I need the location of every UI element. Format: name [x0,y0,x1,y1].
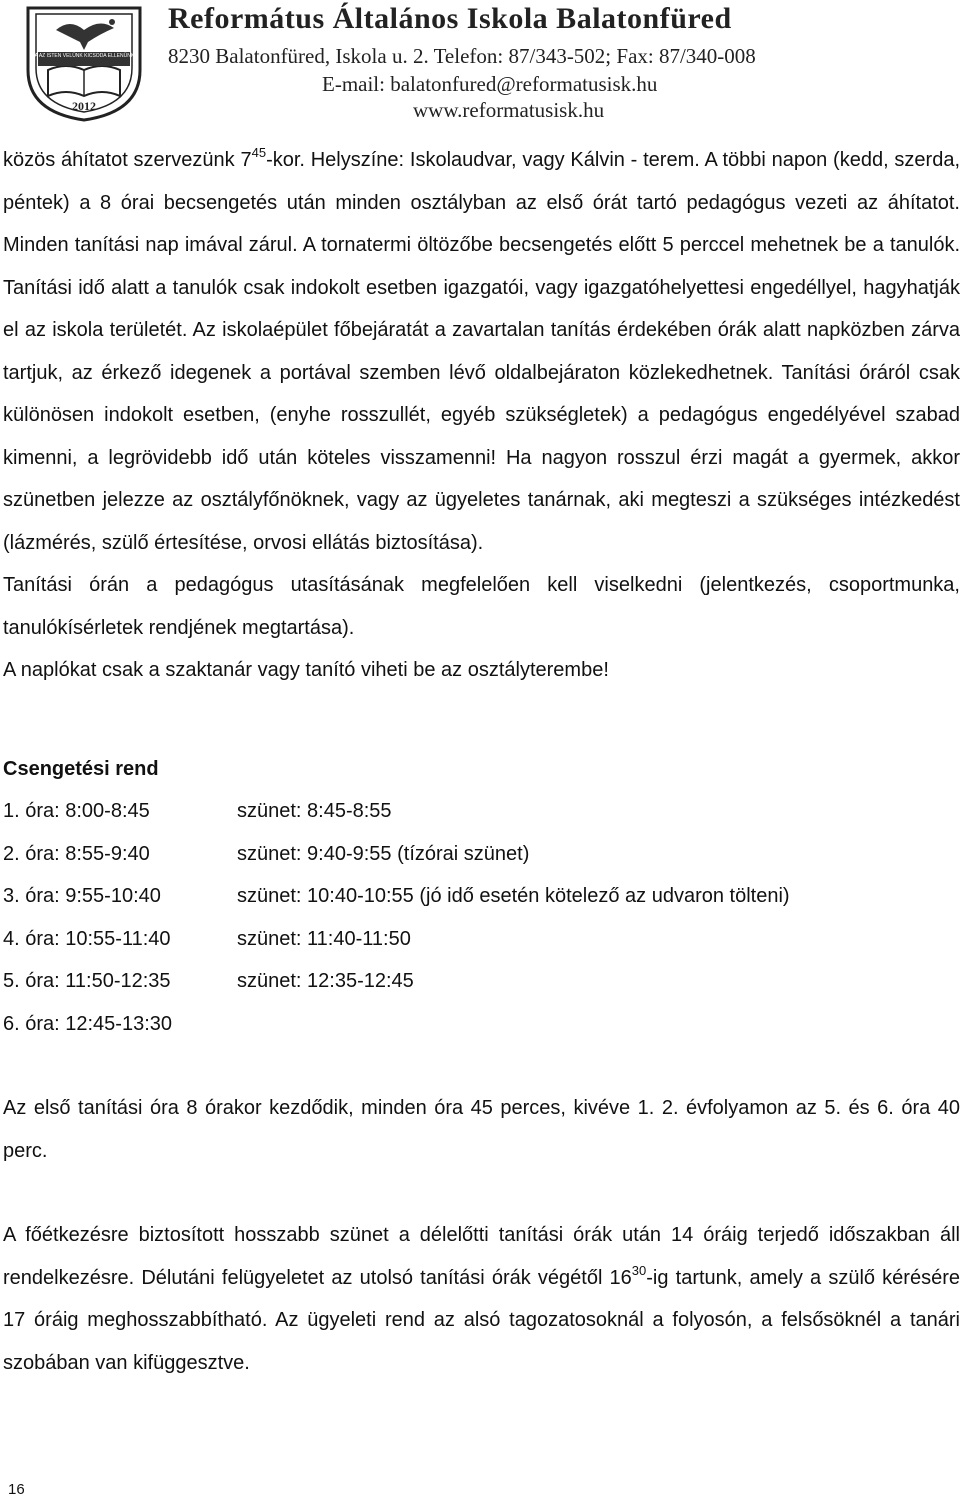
paragraph-supervision-rest: -ig tartunk, amely a szülő kérésére 17 óráig meghosszabbítható. Az ügyeleti rend az alsó tagozatosoknál a folyosón, a felsősöknél a tanári szobában van kifüggesztve. [3,1266,960,1374]
section-title-bell-schedule: Csengetési rend [3,757,159,780]
paragraph-rules-rest: -kor. Helyszíne: Iskolaudvar, vagy Kálvin - terem. A többi napon (kedd, szerda, péntek) a 8 órai becsengetés után minden osztályban az első órát tartó pedagógus vezeti az áhítatot. Minden tanítási nap imával zárul. A tornatermi öltözőbe becsengetés előtt 5 perccel mehetnek be a tanulók. Tanítási idő alatt a tanulók csak indokolt esetben igazgatói, vagy igazgatóhelyettesi engedéllyel, hagyhatják el az iskola területét. Az iskolaépület főbejáratát a zavartalan tanítás érdekében órák alatt napközben zárva tartjuk, az érkező idegenek a portával szemben lévő oldalbejáraton közlekedhetnek. Tanítási óráról csak különösen indokolt esetben, (enyhe rosszullét, egyéb szükségletek) a pedagógus engedélyével szabad kimenni, a legrövidebb idő után köteles visszamenni! Ha nagyon rosszul érzi magát a gyermek, akkor szünetben jelezze az osztályfőnöknek, vagy az ügyeletes tanárnak, aki megteszi a szükséges intézkedést (lázmérés, szülő értesítése, orvosi ellátás biztosítása). [3,149,960,554]
letterhead [0,0,960,130]
break-time: szünet: 12:35-12:45 [237,970,414,992]
schedule-row [3,918,960,961]
schedule-row [3,833,960,876]
break-time: szünet: 9:40-9:55 (tízórai szünet) [237,842,530,865]
lesson-time: 6. óra: 12:45-13:30 [3,1012,173,1035]
time-superscript: 45 [251,145,267,160]
lesson-time: 4. óra: 10:55-11:40 [3,927,171,950]
logo-motto-line1: HA AZ ISTEN VELÜNK KICSODA ELLENÜNK? [31,53,137,59]
document-body [3,139,960,1384]
paragraph-supervision-start: A főétkezésre biztosított hosszabb szünet a délelőtti tanítási órák után 14 óráig terjedő időszakban áll rendelkezésre. Délutáni felügyeletet az utolsó tanítási órák végétől 16 [3,1224,960,1289]
time-superscript: 30 [631,1262,647,1278]
school-address: 8230 Balatonfüred, Iskola u. 2. Telefon: 87/343-502; Fax: 87/340-008 [168,44,756,68]
schedule-row [3,1003,960,1046]
schedule-row [3,875,960,918]
lesson-time: 2. óra: 8:55-9:40 [3,842,150,865]
logo-year: 2012 [72,99,96,113]
paragraph-behaviour: Tanítási órán a pedagógus utasításának megfelelően kell viselkedni (jelentkezés, csoportmunka, tanulókísérletek rendjének megtartása). [3,574,960,639]
school-name: Református Általános Iskola Balatonfüred [168,2,732,35]
lesson-time: 1. óra: 8:00-8:45 [3,800,150,822]
schedule-row [3,960,960,1003]
lesson-time: 5. óra: 11:50-12:35 [3,970,171,992]
paragraph-rules-start: közös áhítatot szervezünk 7 [3,149,252,171]
bell-schedule [3,790,960,1045]
page-number: 16 [8,1481,25,1498]
lesson-time: 3. óra: 9:55-10:40 [3,885,161,907]
school-email: E-mail: balatonfured@reformatusisk.hu [322,72,658,96]
paragraph-lesson-length: Az első tanítási óra 8 órakor kezdődik, minden óra 45 perces, kivéve 1. 2. évfolyamon az 5. és 6. óra 40 perc. [3,1097,960,1162]
break-time: szünet: 11:40-11:50 [237,927,411,950]
break-time: szünet: 10:40-10:55 (jó idő esetén kötelező az udvaron tölteni) [237,885,790,907]
school-seal-icon [8,0,160,122]
schedule-row [3,790,960,833]
paragraph-rules [3,139,960,564]
break-time: szünet: 8:45-8:55 [237,800,392,822]
school-website: www.reformatusisk.hu [413,98,605,122]
paragraph-supervision [3,1214,960,1384]
paragraph-class-register: A naplókat csak a szaktanár vagy tanító viheti be az osztályterembe! [3,659,609,681]
